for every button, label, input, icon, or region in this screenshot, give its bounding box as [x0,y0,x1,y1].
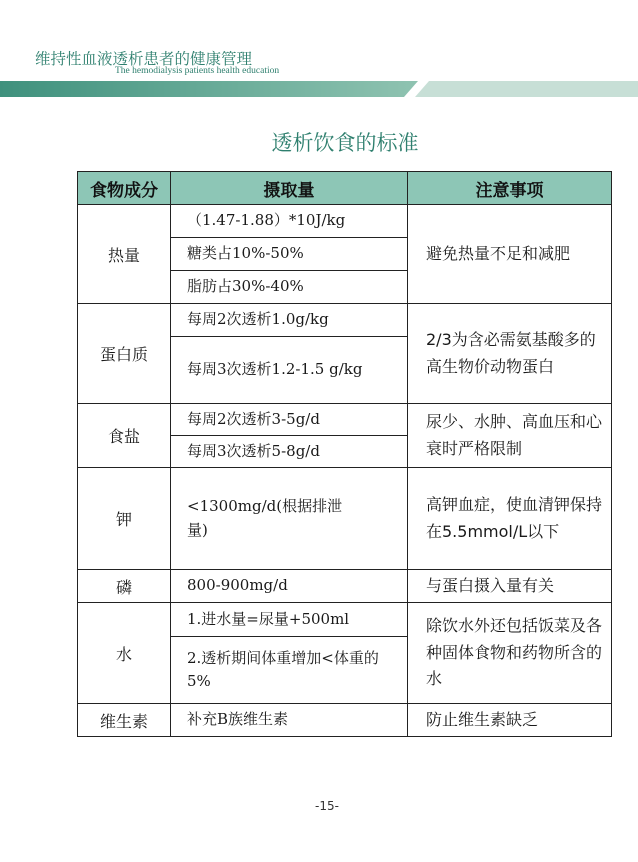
intake-cell: 每周2次透析1.0g/kg [171,304,408,337]
table-row [78,570,612,603]
intake-cell: 每周3次透析1.2-1.5 g/kg [171,337,408,404]
note-cell: 除饮水外还包括饭菜及各种固体食物和药物所含的水 [408,603,612,704]
intake-cell: 补充B族维生素 [171,704,408,737]
table-row [78,468,612,570]
intake-cell: 每周3次透析5-8g/d [171,436,408,468]
intake-cell: （1.47-1.88）*10J/kg [171,205,408,238]
intake-cell: 脂肪占30%-40% [171,271,408,304]
running-header-title: 维持性血液透析患者的健康管理 [35,50,253,68]
intake-cell: 每周2次透析3-5g/d [171,404,408,436]
table-row [78,304,612,337]
note-cell: 与蛋白摄入量有关 [408,570,612,603]
note-cell: 避免热量不足和减肥 [408,205,612,304]
intake-cell: 1.进水量=尿量+500ml [171,603,408,637]
diet-standard-table [77,171,612,737]
intake-cell: 2.透析期间体重增加<体重的5% [171,637,408,704]
table-row [78,205,612,238]
note-cell: 尿少、水肿、高血压和心衰时严格限制 [408,404,612,468]
page-number: -15- [315,799,339,813]
food-cell: 磷 [78,570,171,603]
food-cell: 热量 [78,205,171,304]
food-cell: 食盐 [78,404,171,468]
food-cell: 钾 [78,468,171,570]
table-row [78,404,612,436]
column-header-food: 食物成分 [78,172,171,205]
note-cell: 防止维生素缺乏 [408,704,612,737]
running-header-subtitle: The hemodialysis patients health education [115,66,280,76]
header-band [0,81,638,97]
document-title: 透析饮食的标准 [271,131,419,155]
table-header-row [78,172,612,205]
column-header-note: 注意事项 [408,172,612,205]
table-row [78,603,612,637]
note-cell: 2/3为含必需氨基酸多的高生物价动物蛋白 [408,304,612,404]
note-cell: 高钾血症，使血清钾保持在5.5mmol/L以下 [408,468,612,570]
intake-cell: 800-900mg/d [171,570,408,603]
column-header-intake: 摄取量 [171,172,408,205]
food-cell: 蛋白质 [78,304,171,404]
intake-cell: 糖类占10%-50% [171,238,408,271]
intake-cell: <1300mg/d(根据排泄量) [171,468,408,570]
table-row [78,704,612,737]
food-cell: 水 [78,603,171,704]
food-cell: 维生素 [78,704,171,737]
